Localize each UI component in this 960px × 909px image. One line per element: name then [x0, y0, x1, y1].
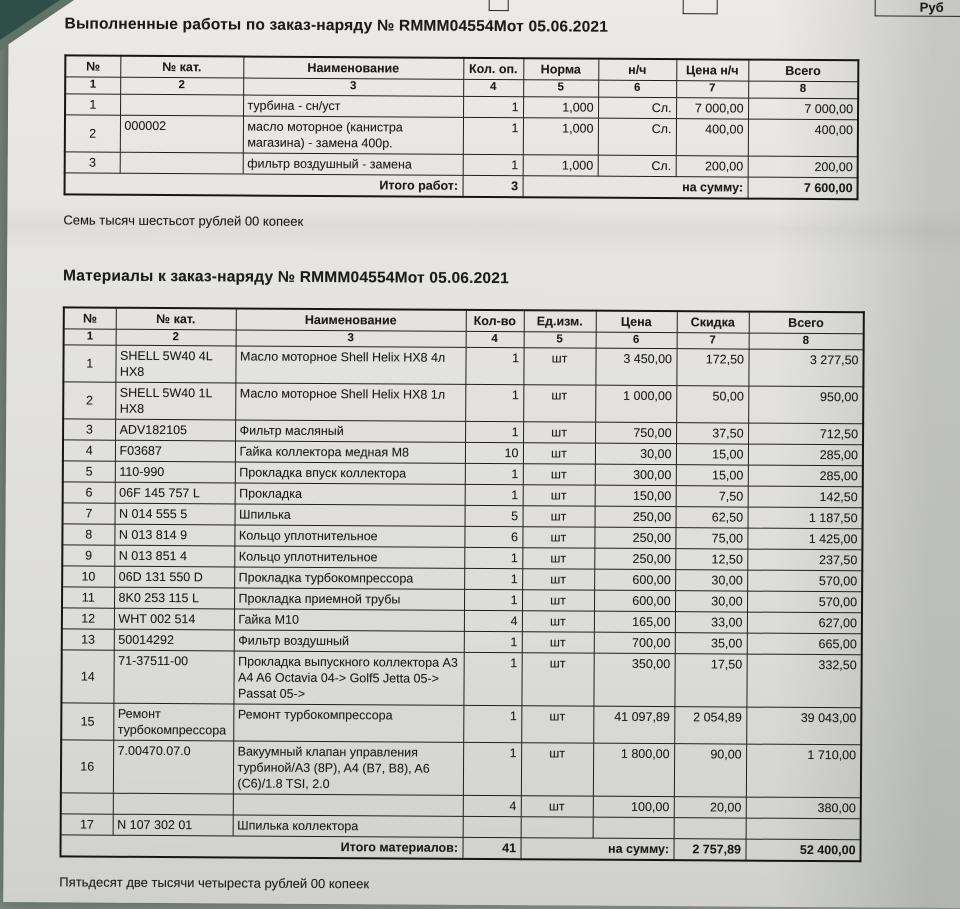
colnum: 5	[523, 80, 598, 97]
nch-cell: Сл.	[598, 97, 676, 118]
material-name-cell: Фильтр воздушный	[234, 630, 464, 652]
colnum: 1	[64, 329, 116, 346]
price-cell: 165,00	[594, 612, 675, 633]
material-name-cell: Гайка коллектора медная М8	[235, 441, 465, 463]
catalog-number-cell: SHELL 5W40 1L HX8	[115, 383, 235, 421]
discount-cell: 2 054,89	[674, 707, 746, 744]
row-number-cell: 2	[63, 382, 115, 419]
nch-cell: Сл.	[598, 118, 676, 155]
row-number-cell: 6	[63, 482, 115, 503]
materials-section	[59, 267, 887, 895]
total-cell: 7 000,00	[748, 98, 858, 120]
materials-amount-in-words: Пятьдесят две тысячи четыреста рублей 00 копеек	[59, 874, 370, 892]
catalog-number-cell: 50014292	[114, 630, 234, 652]
nch-cell: Сл.	[598, 155, 676, 176]
material-name-cell: Прокладка турбокомпрессора	[234, 567, 464, 589]
catalog-number-cell	[120, 94, 243, 116]
material-name-cell: Масло моторное Shell Helix HX8 4л	[235, 346, 465, 384]
row-number-cell: 17	[61, 814, 113, 835]
unit-cell: шт	[523, 348, 595, 385]
paper-sheet	[3, 0, 960, 908]
colnum: 6	[596, 332, 677, 349]
materials-total-qty: 41	[462, 838, 520, 860]
material-name-cell: Шпилька	[235, 504, 465, 526]
materials-table-head	[64, 307, 864, 350]
colnum: 7	[677, 332, 749, 349]
catalog-number-cell: 8K0 253 115 L	[114, 588, 234, 610]
col-header-nch: н/ч	[598, 59, 676, 81]
unit-cell: шт	[521, 796, 593, 817]
price-cell: 600,00	[594, 570, 675, 591]
unit-cell	[521, 817, 593, 838]
row-number-cell: 16	[61, 740, 113, 793]
material-name-cell: Фильтр масляный	[235, 420, 465, 442]
price-cell: 100,00	[593, 797, 674, 818]
qty-cell	[463, 817, 521, 838]
colnum: 3	[243, 78, 463, 96]
materials-total-discount: 2 757,89	[673, 839, 745, 861]
materials-table-foot	[60, 835, 860, 861]
materials-table	[59, 306, 864, 863]
catalog-number-cell: 06D 131 550 D	[114, 567, 234, 589]
material-name-cell: Кольцо уплотнительное	[234, 525, 464, 547]
colnum: 2	[120, 77, 243, 94]
total-cell: 570,00	[747, 571, 862, 593]
discount-cell: 20,00	[674, 797, 746, 818]
materials-total-label: Итого материалов:	[60, 835, 462, 859]
row-number-cell: 14	[61, 650, 113, 703]
work-name-cell: турбина - сн/уст	[243, 95, 463, 117]
catalog-number-cell	[120, 152, 243, 174]
colnum: 2	[116, 329, 236, 346]
qty-cell: 1	[465, 422, 523, 443]
works-total-sum: 7 600,00	[748, 177, 858, 199]
price-cell: 350,00	[593, 654, 674, 707]
norm-cell: 1,000	[523, 154, 598, 175]
price-cell	[593, 818, 674, 839]
row-number-cell: 5	[63, 461, 115, 482]
total-cell: 1 187,50	[748, 508, 863, 530]
col-header-num: №	[64, 307, 116, 329]
unit-cell: шт	[521, 706, 593, 743]
norm-cell: 1,000	[523, 96, 598, 117]
qty-cell: 1	[463, 117, 523, 154]
works-amount-in-words: Семь тысяч шестьсот рублей 00 копеек	[63, 212, 304, 229]
works-table	[64, 54, 860, 200]
total-cell: 200,00	[748, 156, 858, 178]
catalog-number-cell: WHT 002 514	[114, 609, 234, 631]
row-number-cell: 11	[62, 587, 114, 608]
materials-table-row	[63, 345, 863, 387]
price-cell: 300,00	[595, 465, 676, 486]
catalog-number-cell: 7.00470.07.0	[113, 741, 233, 795]
total-cell: 665,00	[747, 634, 862, 656]
total-cell: 237,50	[747, 550, 862, 572]
unit-cell: шт	[521, 743, 593, 796]
col-header-name: Наименование	[236, 308, 466, 331]
material-name-cell: Кольцо уплотнительное	[234, 546, 464, 568]
price-cell: 250,00	[594, 528, 675, 549]
catalog-number-cell: Ремонт турбокомпрессора	[113, 704, 233, 742]
qty-cell: 1	[463, 96, 523, 117]
works-totals-row	[65, 173, 858, 199]
unit-cell: шт	[523, 464, 595, 485]
row-number-cell: 10	[62, 566, 114, 587]
colnum: 8	[749, 333, 864, 350]
row-number-cell: 15	[61, 703, 113, 740]
material-name-cell	[233, 794, 463, 816]
works-total-qty: 3	[463, 175, 523, 197]
price-cell: 41 097,89	[593, 707, 674, 744]
material-name-cell: Прокладка выпускного коллектора A3 A4 A6 Octavia 04-> Golf5 Jetta 05-> Passat 05->	[233, 651, 463, 705]
unit-cell: шт	[522, 590, 594, 611]
catalog-number-cell: ADV182105	[115, 420, 235, 442]
price-cell: 750,00	[595, 423, 676, 444]
colnum: 8	[748, 81, 858, 98]
qty-cell: 1	[464, 548, 522, 569]
materials-table-row	[61, 703, 861, 745]
col-header-norm: Норма	[523, 58, 598, 80]
price-cell: 3 450,00	[595, 349, 676, 386]
col-header-cat: № кат.	[120, 56, 243, 78]
unit-cell: шт	[522, 548, 594, 569]
materials-total-sum: 52 400,00	[745, 840, 860, 862]
price-cell: 600,00	[594, 591, 675, 612]
materials-table-row	[63, 382, 863, 424]
total-cell: 1 710,00	[746, 745, 861, 799]
price-cell: 30,00	[595, 444, 676, 465]
works-section	[63, 15, 888, 232]
catalog-number-cell: N 014 555 5	[115, 504, 235, 526]
discount-cell: 37,50	[676, 423, 748, 444]
col-header-price: Цена н/ч	[676, 59, 748, 81]
material-name-cell: Масло моторное Shell Helix HX8 1л	[235, 383, 465, 421]
qty-cell: 5	[465, 506, 523, 527]
discount-cell: 7,50	[676, 486, 748, 507]
total-cell: 142,50	[748, 487, 863, 509]
works-total-label: Итого работ:	[65, 173, 463, 197]
colnum: 4	[463, 79, 523, 96]
colnum: 5	[524, 331, 596, 348]
total-cell	[746, 819, 861, 841]
qty-cell: 1	[463, 706, 521, 743]
discount-cell: 172,50	[676, 349, 748, 386]
unit-cell: шт	[523, 422, 595, 443]
price-cell: 250,00	[595, 507, 676, 528]
catalog-number-cell: 000002	[120, 115, 243, 153]
col-header-discount: Скидка	[677, 311, 749, 333]
total-cell: 712,50	[748, 424, 863, 446]
works-table-row	[65, 115, 858, 157]
materials-title: Материалы к заказ-наряду № RMMM04554Мот 05.06.2021	[62, 267, 509, 287]
currency-label: Руб	[919, 0, 944, 15]
discount-cell: 30,00	[675, 591, 747, 612]
row-number-cell: 7	[63, 503, 115, 524]
qty-cell: 1	[463, 653, 521, 706]
qty-cell: 1	[463, 154, 523, 175]
discount-cell	[674, 818, 746, 839]
total-cell: 39 043,00	[746, 708, 861, 746]
unit-cell: шт	[522, 632, 594, 653]
norm-cell: 1,000	[523, 117, 598, 154]
discount-cell: 35,00	[675, 633, 747, 654]
qty-cell: 1	[464, 569, 522, 590]
works-table-foot	[65, 173, 858, 199]
row-number-cell: 12	[62, 608, 114, 629]
total-cell: 3 277,50	[748, 350, 863, 388]
works-title: Выполненные работы по заказ-наряду № RMMM04554Мот 05.06.2021	[64, 15, 609, 36]
material-name-cell: Ремонт турбокомпрессора	[233, 704, 463, 742]
discount-cell: 15,00	[676, 444, 748, 465]
discount-cell: 50,00	[676, 386, 748, 423]
materials-totals-row	[60, 835, 860, 861]
row-number-cell: 1	[63, 345, 115, 382]
material-name-cell: Прокладка приемной трубы	[234, 588, 464, 610]
qty-cell: 10	[465, 443, 523, 464]
price-cell: 400,00	[676, 118, 748, 155]
catalog-number-cell: 71-37511-00	[113, 651, 233, 705]
total-cell: 627,00	[747, 613, 862, 635]
colnum: 7	[676, 81, 748, 98]
qty-cell: 1	[465, 485, 523, 506]
works-sum-label: на сумму:	[523, 175, 748, 198]
row-number-cell: 2	[65, 115, 120, 152]
colnum: 6	[598, 80, 676, 97]
discount-cell: 90,00	[674, 744, 746, 797]
materials-table-body	[61, 345, 864, 840]
unit-cell: шт	[523, 506, 595, 527]
qty-cell: 6	[464, 527, 522, 548]
col-header-unit: Ед.изм.	[524, 310, 596, 332]
total-cell: 285,00	[748, 445, 863, 467]
work-name-cell: фильтр воздушный - замена	[243, 153, 463, 175]
price-cell: 200,00	[676, 155, 748, 176]
row-number-cell: 3	[63, 419, 115, 440]
catalog-number-cell: 06F 145 757 L	[115, 483, 235, 505]
qty-cell: 4	[464, 611, 522, 632]
material-name-cell: Гайка М10	[234, 609, 464, 631]
discount-cell: 30,00	[675, 570, 747, 591]
catalog-number-cell: N 013 814 9	[114, 525, 234, 547]
qty-cell: 4	[463, 796, 521, 817]
discount-cell: 75,00	[675, 528, 747, 549]
col-header-total: Всего	[749, 311, 864, 333]
page-content	[3, 0, 889, 895]
col-header-price: Цена	[596, 310, 677, 332]
total-cell: 332,50	[746, 655, 861, 709]
unit-cell: шт	[522, 611, 594, 632]
work-name-cell: масло моторное (канистра магазина) - замена 400р.	[243, 116, 463, 154]
row-number-cell: 13	[62, 629, 114, 650]
total-cell: 380,00	[746, 798, 861, 820]
qty-cell: 1	[465, 385, 523, 422]
col-header-qty: Кол-во	[466, 310, 524, 332]
price-cell: 250,00	[594, 549, 675, 570]
unit-cell: шт	[521, 653, 593, 706]
material-name-cell: Шпилька коллектора	[233, 815, 463, 837]
materials-table-row	[61, 650, 861, 708]
qty-cell: 1	[465, 464, 523, 485]
discount-cell: 17,50	[674, 654, 746, 707]
price-cell: 1 800,00	[593, 744, 674, 797]
unit-cell: шт	[523, 385, 595, 422]
works-table-head	[65, 55, 858, 98]
col-header-cat: № кат.	[116, 307, 236, 329]
row-number-cell: 9	[62, 545, 114, 566]
unit-cell: шт	[523, 485, 595, 506]
qty-cell: 1	[464, 590, 522, 611]
row-number-cell: 3	[65, 152, 120, 173]
colnum: 3	[236, 330, 466, 348]
total-cell: 1 425,00	[747, 529, 862, 551]
col-header-num: №	[65, 55, 120, 77]
unit-cell: шт	[523, 443, 595, 464]
catalog-number-cell: N 013 851 4	[114, 546, 234, 568]
total-cell: 570,00	[747, 592, 862, 614]
discount-cell: 15,00	[676, 465, 748, 486]
catalog-number-cell: F03687	[115, 441, 235, 463]
row-number-cell	[61, 793, 113, 814]
discount-cell: 33,00	[675, 612, 747, 633]
colnum: 4	[466, 331, 524, 348]
materials-sum-label: на сумму:	[520, 838, 673, 860]
catalog-number-cell: SHELL 5W40 4L HX8	[115, 346, 235, 384]
total-cell: 285,00	[748, 466, 863, 488]
price-cell: 1 000,00	[595, 386, 676, 423]
qty-cell: 1	[463, 743, 521, 796]
unit-cell: шт	[522, 527, 594, 548]
material-name-cell: Прокладка	[235, 483, 465, 505]
catalog-number-cell: 110-990	[115, 462, 235, 484]
catalog-number-cell: N 107 302 01	[113, 815, 233, 837]
material-name-cell: Вакуумный клапан управления турбиной/A3 (8P), A4 (B7, B8), A6 (C6)/1.8 TSI, 2.0	[233, 741, 463, 795]
price-cell: 7 000,00	[676, 97, 748, 118]
unit-cell: шт	[522, 569, 594, 590]
discount-cell: 12,50	[675, 549, 747, 570]
price-cell: 150,00	[595, 486, 676, 507]
colnum: 1	[65, 77, 120, 94]
row-number-cell: 8	[62, 524, 114, 545]
col-header-qty: Кол. оп.	[463, 58, 523, 80]
materials-table-row	[61, 740, 861, 798]
qty-cell: 1	[464, 632, 522, 653]
row-number-cell: 4	[63, 440, 115, 461]
qty-cell: 1	[465, 348, 523, 385]
row-number-cell: 1	[65, 94, 120, 115]
total-cell: 400,00	[748, 119, 858, 157]
catalog-number-cell	[113, 794, 233, 816]
col-header-total: Всего	[748, 60, 858, 82]
total-cell: 950,00	[748, 387, 863, 425]
material-name-cell: Прокладка впуск коллектора	[235, 462, 465, 484]
discount-cell: 62,50	[676, 507, 748, 528]
col-header-name: Наименование	[243, 57, 463, 80]
price-cell: 700,00	[594, 633, 675, 654]
works-table-body	[65, 94, 858, 178]
